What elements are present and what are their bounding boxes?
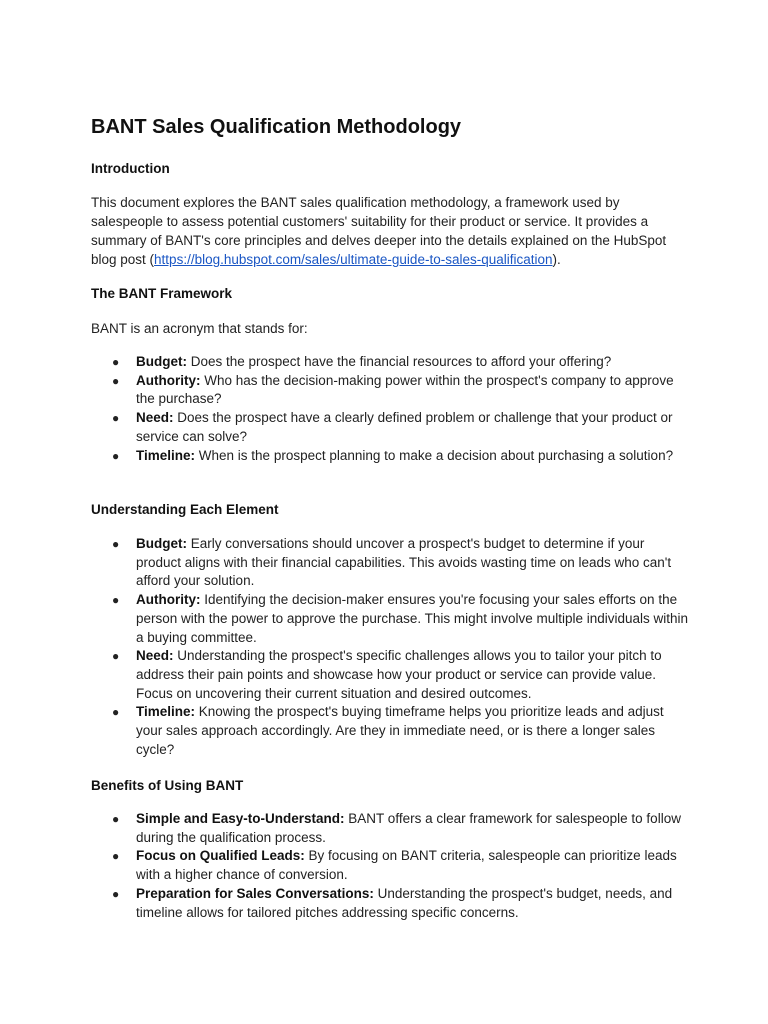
- list-item: [91, 885, 691, 922]
- term: Authority:: [136, 372, 201, 388]
- list-item: [91, 535, 691, 591]
- list-item: [91, 591, 691, 647]
- list-item: [91, 372, 691, 409]
- description: Understanding the prospect's budget, needs, and timeline allows for tailored pitches addressing specific concerns.: [136, 885, 673, 920]
- list-item: [91, 847, 691, 884]
- bullet-icon: ●: [112, 849, 120, 864]
- description: When is the prospect planning to make a decision about purchasing a solution?: [195, 447, 674, 463]
- benefits-list: [91, 810, 691, 922]
- intro-text-end: ).: [552, 252, 561, 267]
- list-item: [91, 353, 691, 372]
- intro-paragraph: [91, 193, 681, 269]
- list-item: [91, 703, 691, 759]
- bullet-icon: ●: [112, 355, 120, 369]
- description: BANT offers a clear framework for salespeople to follow during the qualification process.: [136, 811, 681, 845]
- bullet-icon: ●: [112, 812, 120, 826]
- heading-benefits: Benefits of Using BANT: [91, 778, 244, 793]
- bullet-icon: ●: [112, 448, 120, 463]
- bullet-icon: ●: [112, 705, 120, 720]
- bullet-icon: ●: [112, 411, 120, 426]
- list-item: [91, 409, 691, 446]
- term: Budget:: [136, 354, 187, 369]
- document-title: BANT Sales Qualification Methodology: [91, 116, 462, 138]
- bullet-icon: ●: [112, 649, 120, 664]
- term: Budget:: [136, 536, 187, 551]
- description: Who has the decision-making power within the prospect's company to approve the purchase?: [136, 372, 674, 407]
- description: Understanding the prospect's specific challenges allows you to tailor your pitch to address their pain points and showcase how your product or service can provide value. Focus on uncovering their current situation and desired outcomes.: [136, 648, 662, 701]
- intro-text: This document explores the BANT sales qualification methodology, a framework used by salespeople to assess potential customers' suitability for their product or service. It provides a summary of BANT's core principles and delves deeper into the details explained on the HubSpot blog post (: [91, 195, 667, 267]
- framework-lead: BANT is an acronym that stands for:: [91, 321, 308, 336]
- description: Identifying the decision-maker ensures you're focusing your sales efforts on the person with the power to approve the purchase. This might involve multiple individuals within a buying committee.: [136, 592, 689, 645]
- description: By focusing on BANT criteria, salespeople can prioritize leads with a higher chance of conversion.: [136, 848, 677, 883]
- list-item: [91, 810, 691, 847]
- bullet-icon: ●: [112, 373, 120, 388]
- description: Early conversations should uncover a prospect's budget to determine if your product aligns with their financial capabilities. This avoids wasting time on leads who can't afford your solution.: [136, 536, 672, 589]
- description: Knowing the prospect's buying timeframe helps you prioritize leads and adjust your sales approach accordingly. Are they in immediate need, or is there a longer sales cycle?: [136, 704, 664, 757]
- term: Need:: [136, 648, 174, 664]
- bullet-icon: ●: [112, 593, 120, 608]
- description: Does the prospect have a clearly defined problem or challenge that your product or service can solve?: [136, 410, 673, 444]
- description: Does the prospect have the financial resources to afford your offering?: [187, 354, 612, 369]
- term: Timeline:: [136, 447, 196, 463]
- heading-bant-framework: The BANT Framework: [91, 286, 233, 301]
- term: Need:: [136, 410, 174, 426]
- term: Focus on Qualified Leads:: [136, 848, 305, 864]
- bullet-icon: ●: [112, 886, 120, 901]
- bullet-icon: ●: [112, 537, 120, 551]
- term: Simple and Easy-to-Understand:: [136, 811, 345, 826]
- heading-understanding-elements: Understanding Each Element: [91, 502, 279, 517]
- hubspot-blog-link[interactable]: https://blog.hubspot.com/sales/ultimate-guide-to-sales-qualification: [154, 252, 553, 267]
- framework-list: [91, 353, 691, 465]
- list-item: [91, 647, 691, 703]
- heading-introduction: Introduction: [91, 161, 170, 176]
- term: Preparation for Sales Conversations:: [136, 885, 374, 901]
- list-item: [91, 447, 691, 466]
- elements-list: [91, 535, 691, 759]
- term: Timeline:: [136, 704, 196, 720]
- term: Authority:: [136, 592, 201, 608]
